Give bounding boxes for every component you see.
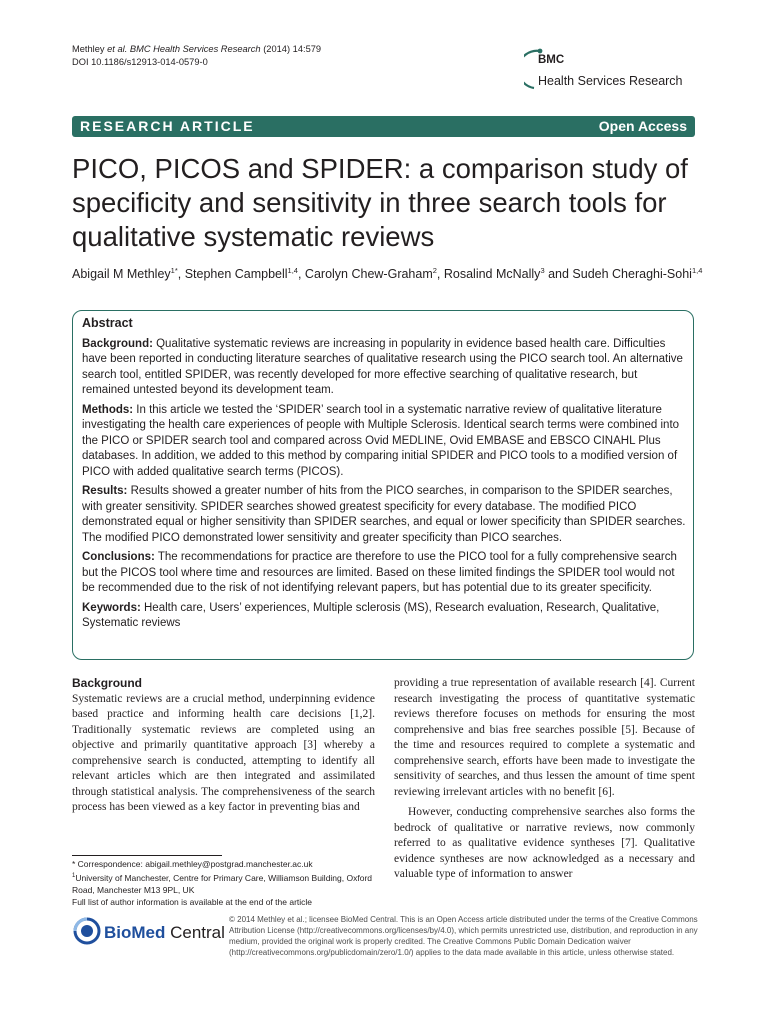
- abstract-results: [82, 484, 688, 546]
- abstract: [82, 316, 688, 636]
- section-label: Conclusions:: [82, 551, 155, 563]
- author-name[interactable]: , Stephen Campbell: [177, 267, 288, 282]
- research-article-label: RESEARCH ARTICLE: [80, 118, 255, 134]
- biomed-logo-text: [104, 923, 225, 943]
- title-line: qualitative systematic reviews: [72, 221, 435, 252]
- author-affiliation-sup: 1,4: [691, 266, 703, 275]
- author-name[interactable]: Abigail M Methley: [72, 267, 171, 282]
- section-label: Background:: [82, 337, 153, 350]
- abstract-keywords: [82, 601, 688, 632]
- author-affiliation-sup: 2: [432, 266, 437, 275]
- section-text: Results showed a greater number of hits from the PICO searches, in comparison to the SPIDER searches, with greater sensitivity. SPIDER searches showed greatest specificity for every database. The modified PICO demonstrated equal or higher sensitivity than SPIDER searches, and equal or lower specificity than SPIDER searches. The modified PICO demonstrated lower sensitivity and greater specificity than PICO searches.: [82, 485, 686, 544]
- body-paragraph: Systematic reviews are a crucial method, underpinning evidence based practice and informing health care decisions [1,2]. Traditionally systematic reviews are completed using an objective and primarily quantitative approach [3] whereby a comprehensive search is conducted, attempting to identify all relevant articles which are then integrated and assimilated through statistical analysis. The comprehensiveness of the search process has been viewed as a key factor in preventing bias and: [72, 692, 375, 813]
- body-column-right: [394, 676, 695, 883]
- author-affiliation-sup: 1,4: [287, 266, 298, 275]
- open-access-badge: Open Access: [598, 118, 687, 134]
- abstract-background: [82, 337, 688, 399]
- section-text: In this article we tested the ‘SPIDER’ search tool in a systematic narrative review of qualitative literature investigating the health care experiences of people with Multiple Sclerosis. Identical search terms were combined into the PICO or SPIDER search tool and compared across Ovid MEDLINE, Ovid EMBASE and EBSCO CINAHL Plus databases. In addition, we added to this method by comparing initial SPIDER and PICO tools to a modified version of PICO with added qualitative search terms (PICOS).: [82, 403, 680, 478]
- footnotes: [72, 858, 382, 908]
- author-name[interactable]: and Sudeh Cheraghi-Sohi: [544, 267, 692, 282]
- journal-citation: [72, 43, 321, 69]
- author-affiliation-sup: 1*: [170, 266, 178, 275]
- section-text: The recommendations for practice are therefore to use the PICO tool for a fully comprehensive search but the PICOS tool where time and resources are limited. Based on these limited findings the SPIDER tool would not be recommended due to the risk of not identifying relevant papers, but has potential due to its greater specificity.: [82, 551, 677, 594]
- author-name[interactable]: , Rosalind McNally: [436, 267, 541, 282]
- article-type-banner: [72, 116, 695, 137]
- abstract-conclusions: [82, 550, 688, 597]
- biomed-central-logo: [72, 914, 225, 948]
- section-text: Health care, Users’ experiences, Multiple sclerosis (MS), Research evaluation, Research, Qualitative, Systematic reviews: [82, 601, 660, 629]
- journal-logo-name: Health Services Research: [538, 74, 683, 88]
- body-paragraph: providing a true representation of available research [4]. Current research investigating the process of quantitative systematic reviews therefore focuses on methods for ensuring the most comprehensive and bias free searches possible [5]. Because of the time and resources required to complete a systematic and comprehensive search, efforts have been made to investigate the sensitivity of searches, and thus lessen the amount of time spent reviewing irrelevant articles with no benefit [6].: [394, 677, 695, 798]
- license-statement: © 2014 Methley et al.; licensee BioMed Central. This is an Open Access article distributed under the terms of the Creative Commons Attribution License (http://creativecommons.org/licenses/by/4.0), which permits unrestricted use, distribution, and reproduction in any medium, provided the original work is properly credited. The Creative Commons Public Domain Dedication waiver (http://creativecommons.org/publicdomain/zero/1.0/) applies to the data made available in this article, unless otherwise stated.: [229, 915, 698, 957]
- footnote-divider: [72, 855, 222, 856]
- background-heading: Background: [72, 676, 143, 690]
- correspondence-email[interactable]: * Correspondence: abigail.methley@postgrad.manchester.ac.uk: [72, 859, 313, 869]
- author-affiliation-sup: 3: [540, 266, 545, 275]
- bmc-logo-text: BMC: [538, 54, 565, 66]
- article-title: [72, 152, 702, 254]
- biomed-word: BioMed: [104, 923, 166, 942]
- section-text: Qualitative systematic reviews are increasing in popularity in evidence based health care. Difficulties have been reported in conducting literature searches of qualitative research using the PICO search tool. An alternative search tool, entitled SPIDER, was recently developed for more effective searching of qualitative research, but remained untested beyond its development team.: [82, 337, 683, 396]
- section-label: Results:: [82, 485, 128, 497]
- central-word: Central: [165, 923, 225, 942]
- citation-authors: Methley: [72, 44, 108, 54]
- author-info-note: Full list of author information is available at the end of the article: [72, 896, 313, 907]
- author-list: [72, 263, 712, 282]
- author-name[interactable]: , Carolyn Chew-Graham: [297, 267, 433, 282]
- abstract-methods: [82, 403, 688, 481]
- affiliation-note: [72, 870, 382, 896]
- title-line: specificity and sensitivity in three search tools for: [72, 187, 667, 218]
- affiliation-text: University of Manchester, Centre for Primary Care, Williamson Building, Oxford Road, Manchester M13 9PL, UK: [72, 872, 372, 895]
- section-label: Methods:: [82, 403, 134, 416]
- affiliation-sup: 1: [72, 873, 76, 879]
- abstract-heading: Abstract: [82, 316, 133, 330]
- biomed-swirl-icon: [72, 916, 102, 946]
- doi-link[interactable]: DOI 10.1186/s12913-014-0579-0: [72, 57, 208, 67]
- body-paragraph: However, conducting comprehensive searches also forms the bedrock of qualitative or narrative reviews, now commonly referred to as qualitative evidence syntheses [7]. Qualitative evidence syntheses are now acknowledged as a necessary and valuable type of information to answer: [394, 806, 695, 880]
- title-line: PICO, PICOS and SPIDER: a comparison study of: [72, 153, 688, 184]
- bmc-journal-logo: [524, 48, 696, 94]
- section-label: Keywords:: [82, 601, 141, 614]
- body-column-left: [72, 676, 375, 816]
- citation-journal: et al. BMC Health Services Research: [107, 44, 261, 54]
- citation-volume: (2014) 14:579: [260, 44, 322, 54]
